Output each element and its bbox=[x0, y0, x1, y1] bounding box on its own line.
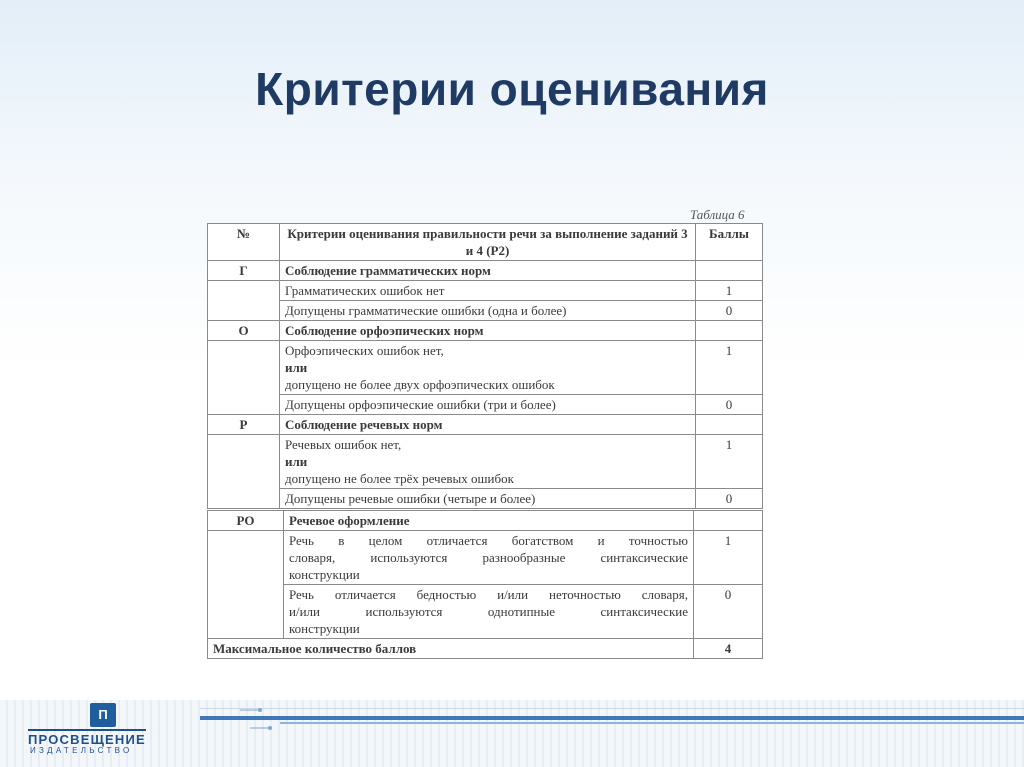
criteria-table-addendum bbox=[207, 510, 763, 659]
section-row-orthoepy bbox=[208, 321, 763, 341]
section-code: Р bbox=[208, 415, 280, 435]
table-row bbox=[208, 489, 763, 509]
table-caption: Таблица 6 bbox=[690, 207, 745, 222]
section-code: Г bbox=[208, 261, 280, 281]
section-title: Соблюдение грамматических норм bbox=[280, 261, 696, 281]
criterion-text: Речь отличается бедностью и/или неточностью словаря, и/или используются однотипные синтаксические конструкции bbox=[284, 585, 694, 639]
section-code: О bbox=[208, 321, 280, 341]
section-row-speech bbox=[208, 415, 763, 435]
section-title: Речевое оформление bbox=[284, 511, 694, 531]
header-points: Баллы bbox=[696, 224, 763, 261]
criterion-points: 1 bbox=[696, 435, 763, 489]
criterion-text: Речь в целом отличается богатством и точностью словаря, используются разнообразные синтаксические конструкции bbox=[284, 531, 694, 585]
criterion-text: Речевых ошибок нет, или допущено не более трёх речевых ошибок bbox=[280, 435, 696, 489]
criterion-points: 1 bbox=[696, 281, 763, 301]
criterion-points: 0 bbox=[696, 395, 763, 415]
table-row bbox=[208, 341, 763, 395]
publisher-subtitle: ИЗДАТЕЛЬСТВО bbox=[30, 746, 133, 755]
criterion-text: Орфоэпических ошибок нет, или допущено не более двух орфоэпических ошибок bbox=[280, 341, 696, 395]
section-code: РО bbox=[208, 511, 284, 531]
section-title: Соблюдение орфоэпических норм bbox=[280, 321, 696, 341]
total-points: 4 bbox=[694, 639, 763, 659]
criterion-text: Допущены грамматические ошибки (одна и более) bbox=[280, 301, 696, 321]
criteria-table-main bbox=[207, 223, 763, 509]
table-row bbox=[208, 585, 763, 639]
table-header-row bbox=[208, 224, 763, 261]
publisher-logo-icon: П bbox=[90, 703, 116, 727]
header-num: № bbox=[208, 224, 280, 261]
table-row bbox=[208, 531, 763, 585]
criterion-text: Допущены речевые ошибки (четыре и более) bbox=[280, 489, 696, 509]
publisher-name: ПРОСВЕЩЕНИЕ bbox=[28, 729, 146, 747]
criterion-points: 1 bbox=[696, 341, 763, 395]
table-row bbox=[208, 301, 763, 321]
section-title: Соблюдение речевых норм bbox=[280, 415, 696, 435]
table-row bbox=[208, 435, 763, 489]
header-criteria: Критерии оценивания правильности речи за выполнение заданий 3 и 4 (Р2) bbox=[280, 224, 696, 261]
slide-title: Критерии оценивания bbox=[255, 63, 769, 115]
section-row-speech-design bbox=[208, 511, 763, 531]
section-row-grammar bbox=[208, 261, 763, 281]
criterion-points: 0 bbox=[696, 301, 763, 321]
criterion-points: 0 bbox=[696, 489, 763, 509]
criterion-text: Допущены орфоэпические ошибки (три и более) bbox=[280, 395, 696, 415]
criteria-table-scan bbox=[207, 223, 763, 659]
total-row bbox=[208, 639, 763, 659]
criterion-points: 1 bbox=[694, 531, 763, 585]
table-row bbox=[208, 281, 763, 301]
total-label: Максимальное количество баллов bbox=[208, 639, 694, 659]
footer-decor-lines bbox=[200, 706, 1024, 736]
table-row bbox=[208, 395, 763, 415]
criterion-points: 0 bbox=[694, 585, 763, 639]
criterion-text: Грамматических ошибок нет bbox=[280, 281, 696, 301]
